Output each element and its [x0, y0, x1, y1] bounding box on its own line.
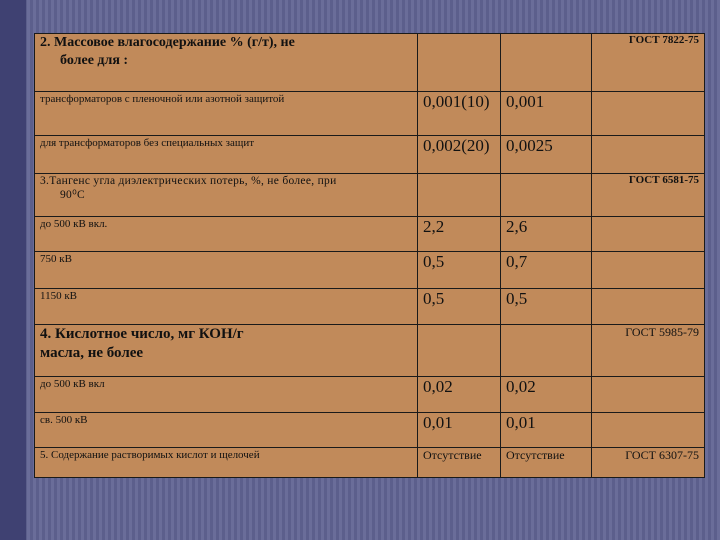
value-cell-1: 0,001(10) — [418, 92, 501, 136]
gost-cell — [592, 136, 705, 174]
param-label-line2: масла, не более — [40, 345, 144, 361]
value-cell-2: 0,7 — [501, 252, 592, 289]
gost-cell — [592, 252, 705, 289]
value-cell-2: 0,0025 — [501, 136, 592, 174]
table-row — [35, 217, 705, 252]
value-cell-1: 0,5 — [418, 252, 501, 289]
table-row — [35, 448, 705, 478]
param-label: 5. Содержание растворимых кислот и щелочей — [35, 448, 418, 478]
value-cell-2 — [501, 325, 592, 377]
gost-cell: ГОСТ 6307-75 — [592, 448, 705, 478]
gost-cell: ГОСТ 6581-75 — [592, 174, 705, 217]
gost-cell — [592, 289, 705, 325]
gost-cell: ГОСТ 7822-75 — [592, 34, 705, 92]
param-label: св. 500 кВ — [35, 413, 418, 448]
table-row — [35, 413, 705, 448]
param-label-line1: 4. Кислотное число, мг КОН/г — [40, 326, 244, 342]
table-row — [35, 92, 705, 136]
value-cell-2: 0,02 — [501, 377, 592, 413]
gost-cell — [592, 92, 705, 136]
oil-spec-table — [34, 33, 705, 478]
value-cell-2 — [501, 34, 592, 92]
value-cell-2: 0,001 — [501, 92, 592, 136]
value-cell-1 — [418, 34, 501, 92]
value-cell-1: Отсутствие — [418, 448, 501, 478]
gost-cell: ГОСТ 5985-79 — [592, 325, 705, 377]
table-row — [35, 325, 705, 377]
param-label-line2: более для : — [60, 53, 129, 68]
value-cell-2: 0,01 — [501, 413, 592, 448]
param-label: трансформаторов с пленочной или азотной защитой — [35, 92, 418, 136]
param-label: 1150 кВ — [35, 289, 418, 325]
table-row — [35, 34, 705, 92]
param-label: для трансформаторов без специальных защит — [35, 136, 418, 174]
value-cell-2: 0,5 — [501, 289, 592, 325]
param-label: 750 кВ — [35, 252, 418, 289]
table-row — [35, 252, 705, 289]
param-label-line1: 3.Тангенс угла диэлектрических потерь, %, не более, при — [40, 175, 337, 187]
table-row — [35, 136, 705, 174]
table-row — [35, 377, 705, 413]
param-label — [35, 174, 418, 217]
param-label: до 500 кВ вкл. — [35, 217, 418, 252]
value-cell-2: Отсутствие — [501, 448, 592, 478]
param-label-line1: 2. Массовое влагосодержание % (г/т), не — [40, 35, 295, 50]
value-cell-1 — [418, 325, 501, 377]
gost-cell — [592, 413, 705, 448]
value-cell-1: 0,5 — [418, 289, 501, 325]
table-row — [35, 174, 705, 217]
slide-left-strip — [0, 0, 26, 540]
param-label: до 500 кВ вкл — [35, 377, 418, 413]
value-cell-2 — [501, 174, 592, 217]
value-cell-1 — [418, 174, 501, 217]
param-label — [35, 325, 418, 377]
value-cell-1: 0,002(20) — [418, 136, 501, 174]
table-row — [35, 289, 705, 325]
value-cell-1: 0,02 — [418, 377, 501, 413]
param-label — [35, 34, 418, 92]
param-label-line2: 90⁰С — [60, 189, 85, 201]
gost-cell — [592, 217, 705, 252]
value-cell-1: 0,01 — [418, 413, 501, 448]
value-cell-2: 2,6 — [501, 217, 592, 252]
gost-cell — [592, 377, 705, 413]
value-cell-1: 2,2 — [418, 217, 501, 252]
